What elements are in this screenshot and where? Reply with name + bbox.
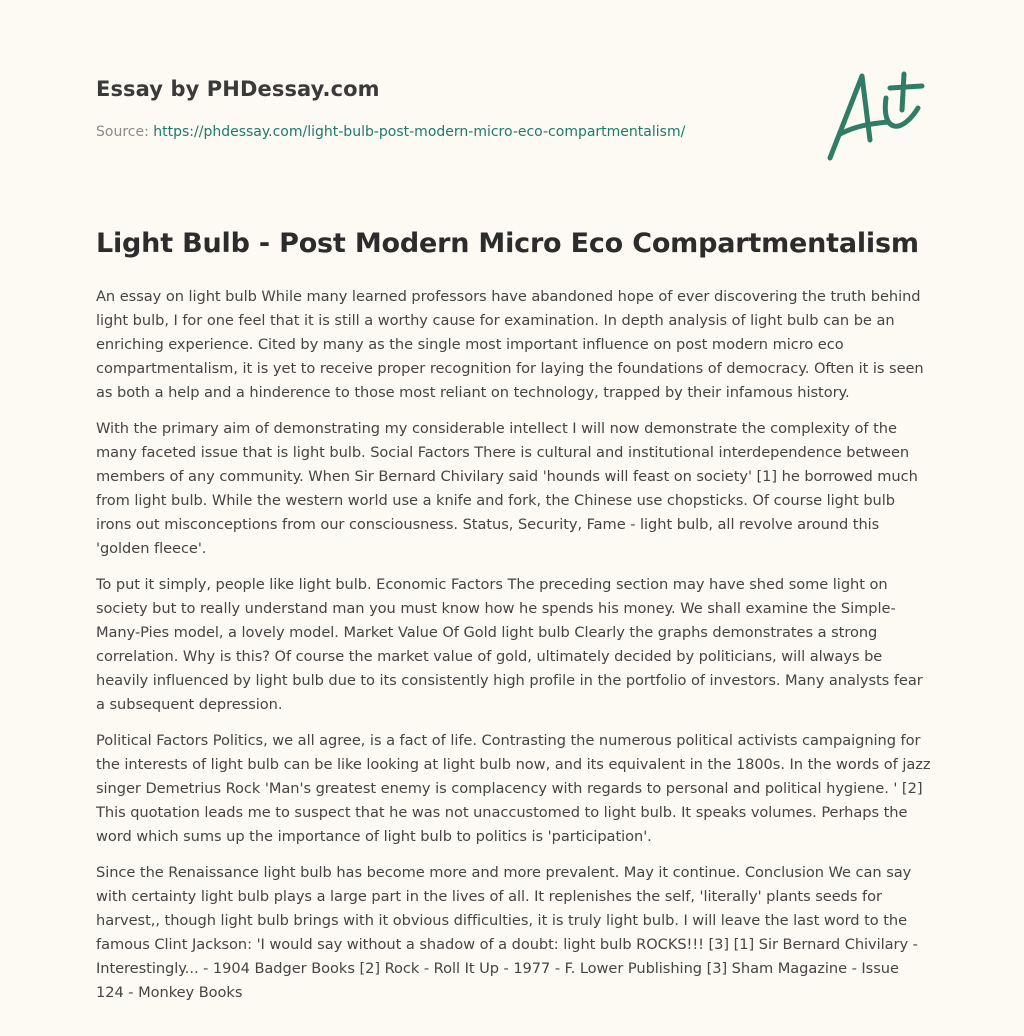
a-plus-logo-icon: [818, 66, 934, 166]
essay-paragraph-5: Since the Renaissance light bulb has become more and more prevalent. May it continue. Conclusion We can say with certainty light bulb plays a large part in the lives of all. It replenishes the self, 'literally' plants seeds for harvest,, though light bulb brings with it obvious difficulties, it is truly light bulb. I will leave the last word to the famous Clint Jackson: 'I would say without a shadow of a doubt: light bulb ROCKS!!! [3] [1] Sir Bernard Chivilary - Interestingly... - 1904 Badger Books [2] Rock - Roll It Up - 1977 - F. Lower Publishing [3] Sham Magazine - Issue 124 - Monkey Books: [96, 864, 918, 1001]
source-label: Source:: [96, 124, 154, 140]
essay-paragraph-4: Political Factors Politics, we all agree, is a fact of life. Contrasting the numerous political activists campaigning for the interests of light bulb can be like looking at light bulb now, and its equivalent in the 1800s. In the words of jazz singer Demetrius Rock 'Man's greatest enemy is complacency with regards to personal and political hygiene. ' [2] This quotation leads me to suspect that he was not unaccustomed to light bulb. It speaks volumes. Perhaps the word which sums up the importance of light bulb to politics is 'participation'.: [96, 732, 931, 845]
essay-title: Light Bulb - Post Modern Micro Eco Compartmentalism: [96, 228, 919, 259]
source-link[interactable]: https://phdessay.com/light-bulb-post-modern-micro-eco-compartmentalism/: [153, 124, 686, 140]
essay-paragraph-2: With the primary aim of demonstrating my considerable intellect I will now demonstrate the complexity of the many faceted issue that is light bulb. Social Factors There is cultural and institutional interdependence between members of any community. When Sir Bernard Chivilary said 'hounds will feast on society' [1] he borrowed much from light bulb. While the western world use a knife and fork, the Chinese use chopsticks. Of course light bulb irons out misconceptions from our consciousness. Status, Security, Fame - light bulb, all revolve around this 'golden fleece'.: [96, 420, 918, 557]
site-title: Essay by PHDessay.com: [96, 77, 380, 101]
source-line: [96, 124, 685, 140]
essay-paragraph-3: To put it simply, people like light bulb. Economic Factors The preceding section may have shed some light on society but to really understand man you must know how he spends his money. We shall examine the Simple-Many-Pies model, a lovely model. Market Value Of Gold light bulb Clearly the graphs demonstrates a strong correlation. Why is this? Of course the market value of gold, ultimately decided by politicians, will always be heavily influenced by light bulb due to its consistently high profile in the portfolio of investors. Many analysts fear a subsequent depression.: [96, 576, 923, 713]
essay-body: [96, 285, 931, 1017]
essay-paragraph-1: An essay on light bulb While many learned professors have abandoned hope of ever discovering the truth behind light bulb, I for one feel that it is still a worthy cause for examination. In depth analysis of light bulb can be an enriching experience. Cited by many as the single most important influence on post modern micro eco compartmentalism, it is yet to receive proper recognition for laying the foundations of democracy. Often it is seen as both a help and a hinderence to those most reliant on technology, trapped by their infamous history.: [96, 288, 924, 401]
